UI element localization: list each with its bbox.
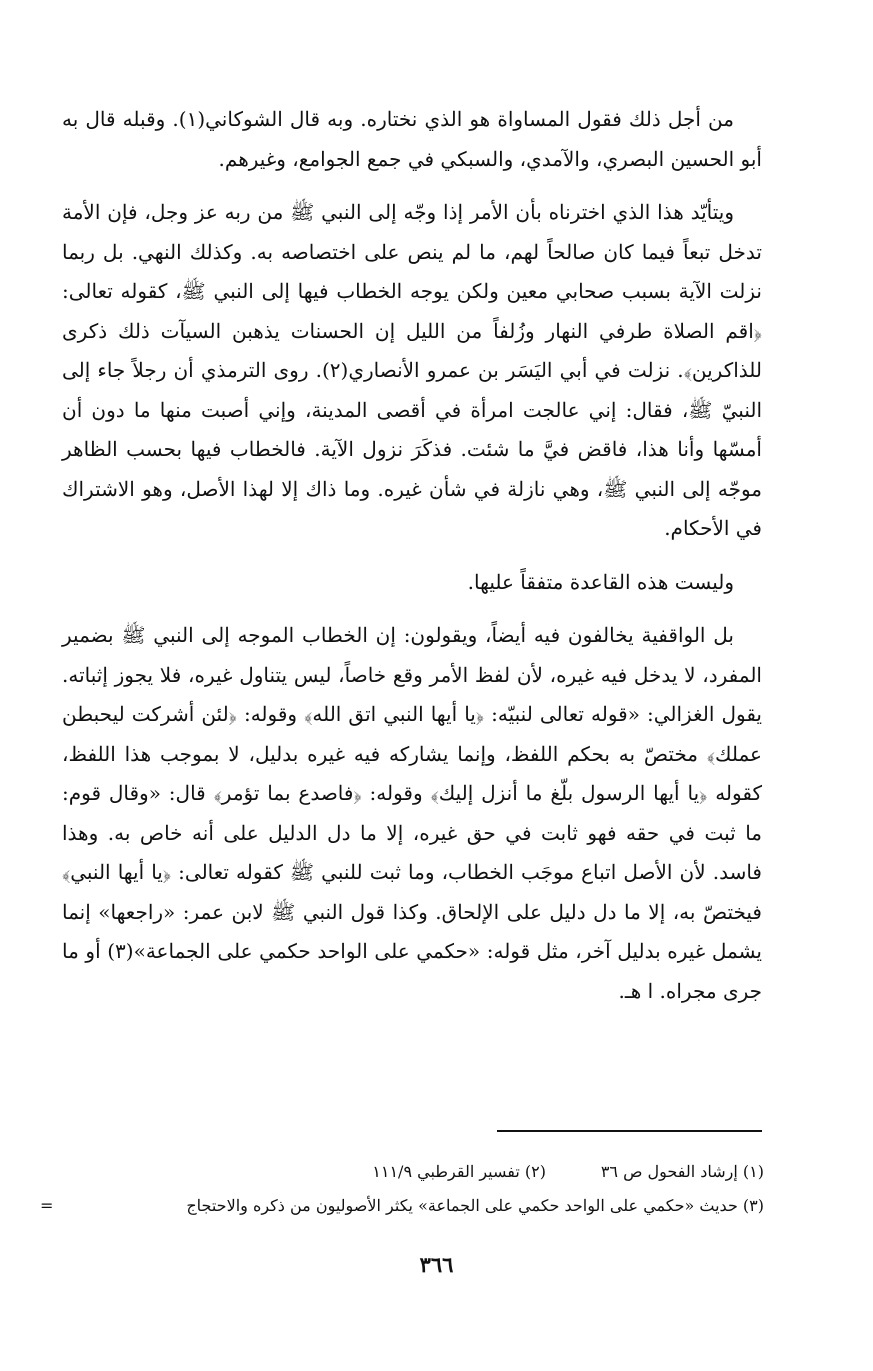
footnote-1: (١) إرشاد الفحول ص ٣٦	[600, 1162, 764, 1181]
footnote-2: (٢) تفسير القرطبي ١١١/٩	[372, 1162, 546, 1181]
paragraph-1: من أجل ذلك فقول المساواة هو الذي نختاره. وبه قال الشوكاني(١). وقبله قال به أبو الحسين البصري، والآمدي، والسبكي في جمع الجوامع، وغيرهم.	[62, 107, 762, 171]
footnote-3: (٣) حديث «حكمي على الواحد حكمي على الجماعة» يكثر الأصوليون من ذكره والاحتجاج	[186, 1196, 764, 1215]
continued-mark: =	[40, 1196, 54, 1215]
page-number: ٣٦٦	[419, 1252, 454, 1277]
paragraph-2: ويتأيّد هذا الذي اخترناه بأن الأمر إذا وجّه إلى النبي ﷺ من ربه عز وجل، فإن الأمة تدخل تبعاً فيما كان صالحاً لهم، ما لم ينص على اختصاصه به. وكذلك النهي. بل ربما نزلت الآية بسبب صحابي معين ولكن يوجه الخطاب فيها إلى النبي ﷺ، كقوله تعالى: ﴿اقم الصلاة طرفي النهار وزُلفاً من الليل إن الحسنات يذهبن السيآت ذلك ذكرى للذاكرين﴾. نزلت في أبي اليَسَر بن عمرو الأنصاري(٢). روى الترمذي أن رجلاً جاء إلى النبيّ ﷺ، فقال: إني عالجت امرأة في أقصى المدينة، وإني أصبت منها ما دون أن أمسّها وأنا هذا، فاقض فيَّ ما شئت. فذكَرَ نزول الآية. فالخطاب فيها بحسب الظاهر موجّه إلى النبي ﷺ، وهي نازلة في شأن غيره. وما ذاك إلا لهذا الأصل، وهو الاشتراك في الأحكام.	[62, 200, 762, 540]
footnotes	[40, 1155, 764, 1223]
paragraph-4: بل الواقفية يخالفون فيه أيضاً، ويقولون: إن الخطاب الموجه إلى النبي ﷺ بضمير المفرد، لا يدخل فيه غيره، لأن لفظ الأمر وقع خاصاً، ليس يتناول غيره، فلا يجوز إثباته. يقول الغزالي: «قوله تعالى لنبيّه: ﴿يا أيها النبي اتق الله﴾ وقوله: ﴿لئن أشركت ليحبطن عملك﴾ مختصّ به بحكم اللفظ، وإنما يشاركه فيه غيره بدليل، لا بموجب هذا اللفظ، كقوله ﴿يا أيها الرسول بلّغ ما أنزل إليك﴾ وقوله: ﴿فاصدع بما تؤمر﴾ قال: «وقال قوم: ما ثبت في حقه فهو ثابت في حق غيره، إلا ما دل الدليل على أنه خاص به. وهذا فاسد. لأن الأصل اتباع موجَب الخطاب، وما ثبت للنبي ﷺ كقوله تعالى: ﴿يا أيها النبي﴾ فيختصّ به، إلا ما دل دليل على الإلحاق. وكذا قول النبي ﷺ لابن عمر: «راجعها» إنما يشمل غيره بدليل آخر، مثل قوله: «حكمي على الواحد حكمي على الجماعة»(٣) أو ما جرى مجراه. ا هـ.	[62, 623, 762, 1003]
footnote-row-1	[40, 1155, 764, 1189]
footnote-row-2	[40, 1189, 764, 1223]
main-text	[62, 100, 762, 1011]
paragraph-3: وليست هذه القاعدة متفقاً عليها.	[467, 569, 734, 594]
footnote-separator	[497, 1130, 762, 1132]
